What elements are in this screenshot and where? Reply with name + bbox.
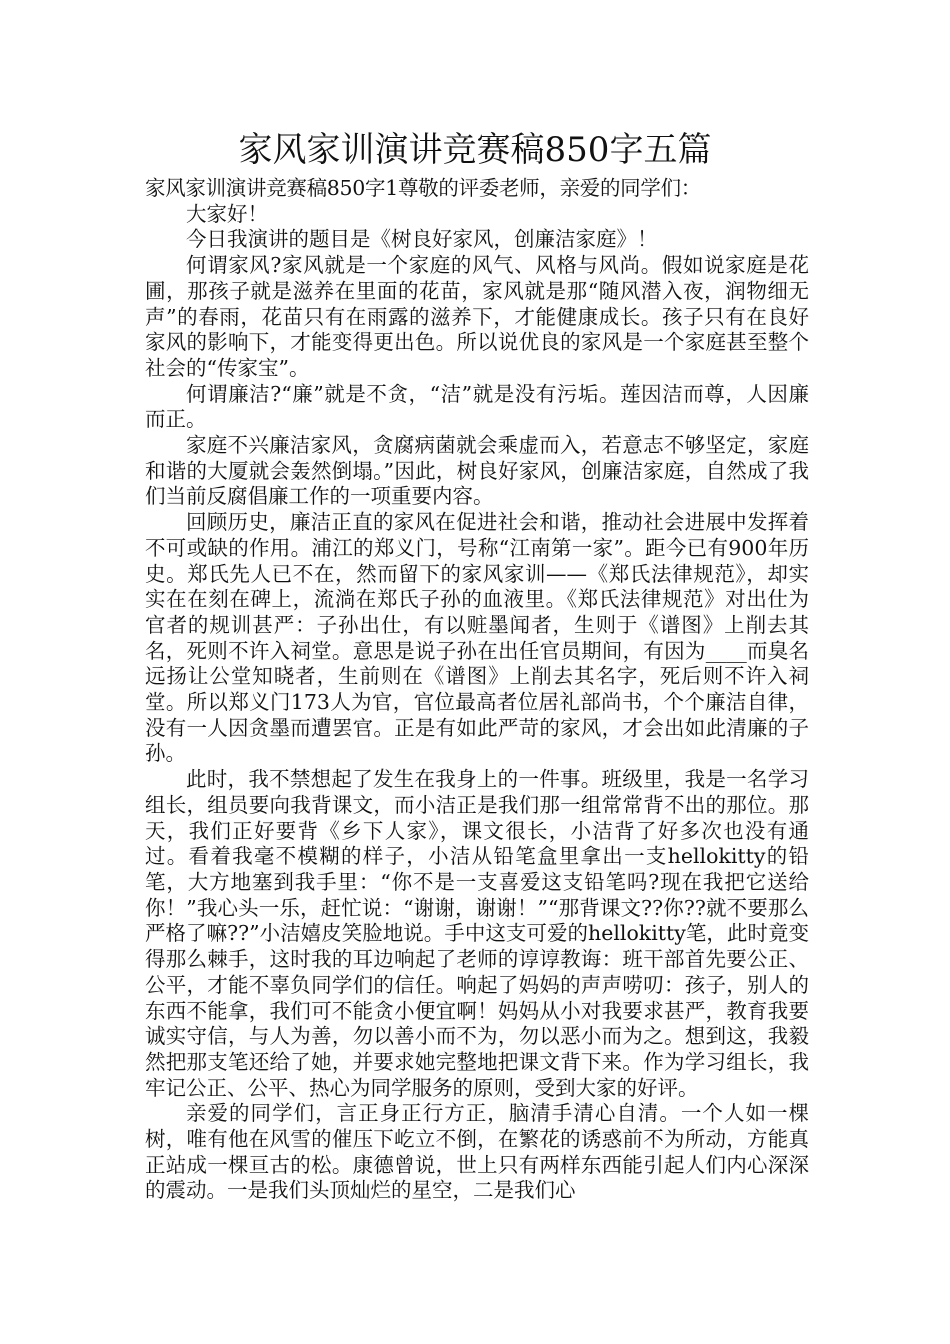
paragraph-family-style: 何谓家风?家风就是一个家庭的风气、风格与风尚。假如说家庭是花圃，那孩子就是滋养在里面的花苗，家风就是那“随风潜入夜，润物细无声”的春雨，花苗只有在雨露的滋养下，才能健康成长。孩子只有在良好家风的影响下，才能变得更出色。所以说优良的家风是一个家庭甚至整个社会的“传家宝”。 <box>145 253 809 380</box>
paragraph-family-harmony: 家庭不兴廉洁家风，贪腐病菌就会乘虚而入，若意志不够坚定，家庭和谐的大厦就会轰然倒塌。”因此，树良好家风，创廉洁家庭，自然成了我们当前反腐倡廉工作的一项重要内容。 <box>145 433 809 509</box>
document-body <box>145 176 809 1204</box>
paragraph-story: 此时，我不禁想起了发生在我身上的一件事。班级里，我是一名学习组长，组员要向我背课文，而小洁正是我们那一组常常背不出的那位。那天，我们正好要背《乡下人家》，课文很长，小洁背了好多次也没有通过。看着我毫不模糊的样子，小洁从铅笔盒里拿出一支hellokitty的铅笔，大方地塞到我手里：“你不是一支喜爱这支铅笔吗?现在我把它送给你！”我心头一乐，赶忙说：“谢谢，谢谢！”“那背课文??你??就不要那么严格了嘛??”小洁嬉皮笑脸地说。手中这支可爱的hellokitty笔，此时竟变得那么棘手，这时我的耳边响起了老师的谆谆教诲：班干部首先要公正、公平，才能不辜负同学们的信任。响起了妈妈的声声唠叨：孩子，别人的东西不能拿，我们可不能贪小便宜啊！妈妈从小对我要求甚严，教育我要诚实守信，与人为善，勿以善小而不为，勿以恶小而为之。想到这，我毅然把那支笔还给了她，并要求她完整地把课文背下来。作为学习组长，我牢记公正、公平、热心为同学服务的原则，受到大家的好评。 <box>145 767 809 1100</box>
paragraph-greeting: 大家好！ <box>186 201 268 226</box>
paragraph-conclusion: 亲爱的同学们，言正身正行方正，脑清手清心自清。一个人如一棵树，唯有他在风雪的催压下屹立不倒，在繁花的诱惑前不为所动，方能真正站成一棵亘古的松。康德曾说，世上只有两样东西能引起人们内心深深的震动。一是我们头顶灿烂的星空，二是我们心 <box>145 1101 809 1203</box>
paragraph-history: 回顾历史，廉洁正直的家风在促进社会和谐，推动社会进展中发挥着不可或缺的作用。浦江的郑义门，号称“江南第一家”。距今已有900年历史。郑氏先人已不在，然而留下的家风家训——《郑氏法律规范》，却实实在在刻在碑上，流淌在郑氏子孙的血液里。《郑氏法律规范》对出仕为官者的规训甚严：子孙出仕，有以赃墨闻者，生则于《谱图》上削去其名，死则不许入祠堂。意思是说子孙在出任官员期间，有因为____而臭名远扬让公堂知晓者，生前则在《谱图》上削去其名字，死后则不许入祠堂。所以郑义门173人为官，官位最高者位居礼部尚书，个个廉洁自律，没有一人因贪墨而遭罢官。正是有如此严苛的家风，才会出如此清廉的子孙。 <box>145 510 809 766</box>
document-title: 家风家训演讲竞赛稿850字五篇 <box>238 130 712 170</box>
paragraph-topic: 今日我演讲的题目是《树良好家风，创廉洁家庭》！ <box>186 227 658 252</box>
paragraph-integrity: 何谓廉洁?“廉”就是不贪，“洁”就是没有污垢。莲因洁而尊，人因廉而正。 <box>145 381 809 432</box>
paragraph-opening: 家风家训演讲竞赛稿850字1尊敬的评委老师，亲爱的同学们： <box>145 176 701 200</box>
